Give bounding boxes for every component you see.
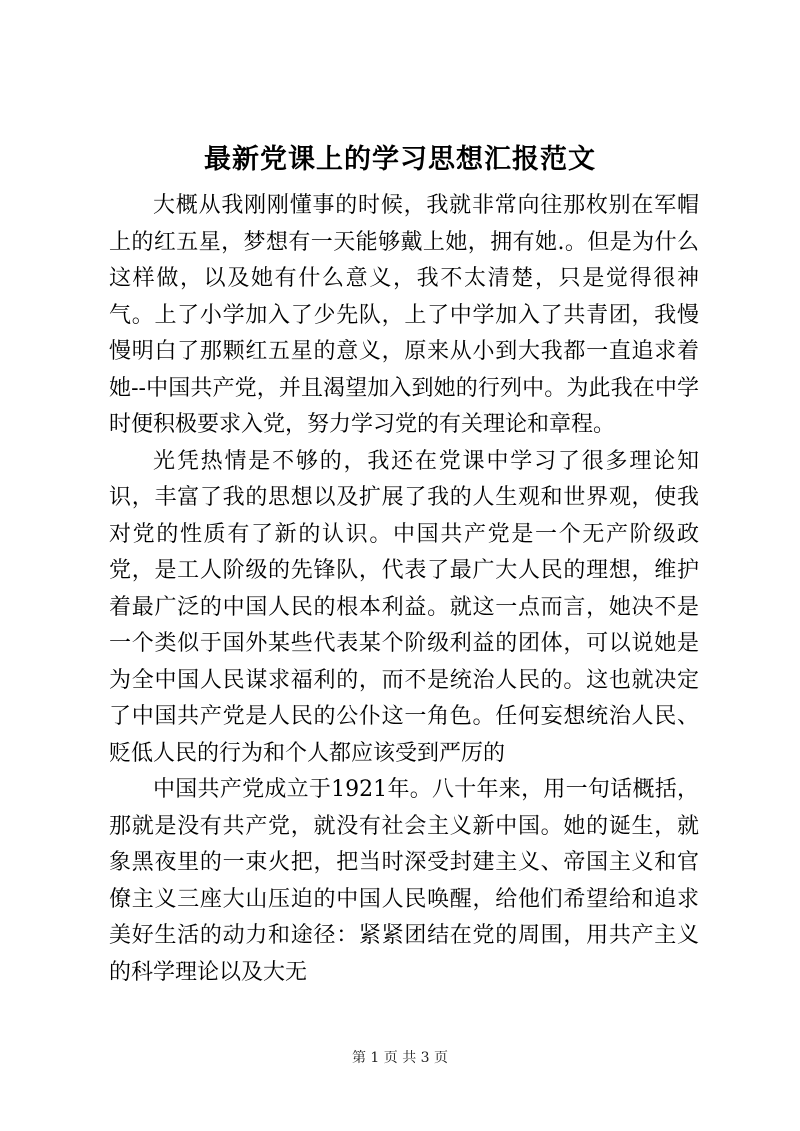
document-body <box>109 188 699 991</box>
paragraph-3: 中国共产党成立于1921年。八十年来，用一句话概括，那就是没有共产党，就没有社会主义新中国。她的诞生，就象黑夜里的一束火把，把当时深受封建主义、帝国主义和官僚主义三座大山压迫的中国人民唤醒，给他们希望给和追求美好生活的动力和途径：紧紧团结在党的周围，用共产主义的科学理论以及大无 <box>109 777 699 985</box>
paragraph-1: 大概从我刚刚懂事的时候，我就非常向往那枚别在军帽上的红五星，梦想有一天能够戴上她，拥有她.。但是为什么这样做，以及她有什么意义，我不太清楚，只是觉得很神气。上了小学加入了少先队，上了中学加入了共青团，我慢慢明白了那颗红五星的意义，原来从小到大我都一直追求着她--中国共产党，并且渴望加入到她的行列中。为此我在中学时便积极要求入党，努力学习党的有关理论和章程。 <box>109 193 699 437</box>
document-title: 最新党课上的学习思想汇报范文 <box>204 144 596 175</box>
paragraph-2: 光凭热情是不够的，我还在党课中学习了很多理论知识，丰富了我的思想以及扩展了我的人生观和世界观，使我对党的性质有了新的认识。中国共产党是一个无产阶级政党，是工人阶级的先锋队，代表了最广大人民的理想，维护着最广泛的中国人民的根本利益。就这一点而言，她决不是一个类似于国外某些代表某个阶级利益的团体，可以说她是为全中国人民谋求福利的，而不是统治人民的。这也就决定了中国共产党是人民的公仆这一角色。任何妄想统治人民、贬低人民的行为和个人都应该受到严厉的 <box>109 448 699 766</box>
page-footer: 第 1 页 共 3 页 <box>351 1050 449 1066</box>
